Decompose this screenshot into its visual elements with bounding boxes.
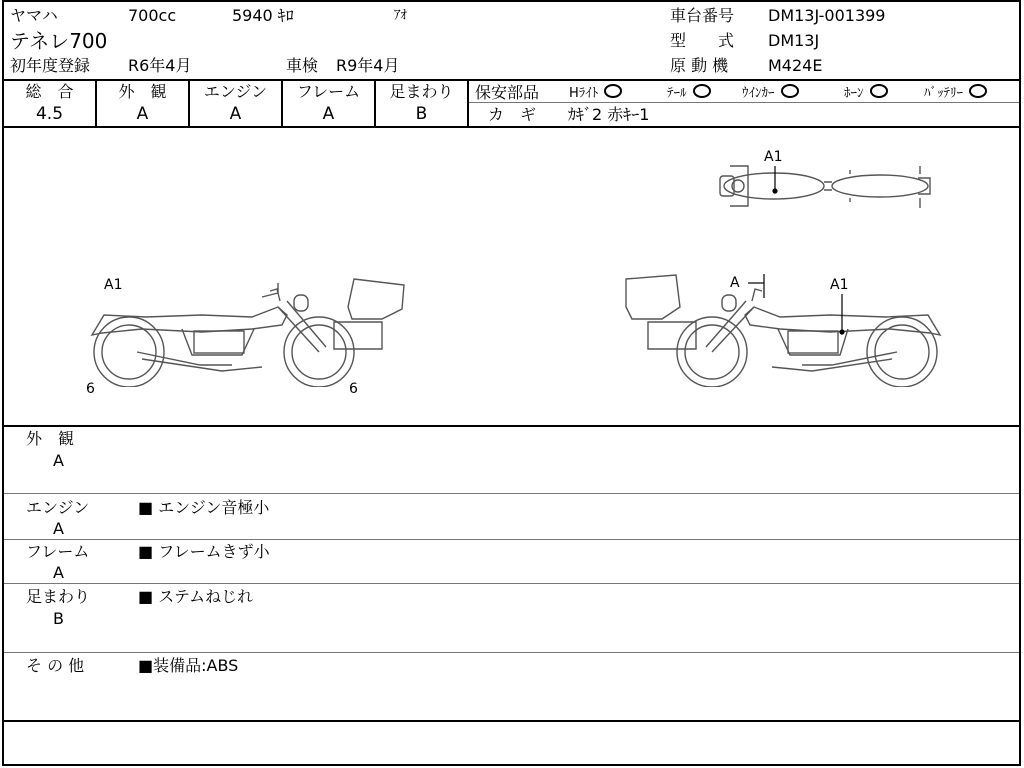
engine-model-label: 原 動 機 [670,56,729,75]
right-mark-pointer [744,272,864,342]
ok-circle-icon [870,84,888,98]
right-mark-a1: A1 [830,277,849,293]
inspection-label: 車検 [286,56,319,75]
type-value: DM13J [768,31,820,50]
note-frame-label: フレーム [26,542,90,561]
ok-circle-icon [693,84,711,98]
ok-circle-icon [969,84,987,98]
first-registration-value: R6年4月 [128,56,192,75]
displacement: 700cc [128,6,177,25]
frame-number-value: DM13J-001399 [768,6,886,25]
suspension-label: 足まわり [389,82,454,101]
suspension-grade: B [415,104,428,124]
note-other-label: そ の 他 [26,656,85,675]
overall-score: 4.5 [35,104,64,124]
safety-parts-label: 保安部品 [475,83,540,102]
first-registration-label: 初年度登録 [10,56,91,75]
note-exterior-grade: A [53,451,64,470]
mileage: 5940 ｷﾛ [232,6,294,25]
exterior-grade: A [136,104,149,124]
left-mark-a1: A1 [104,277,123,293]
key-value: ｶｷﾞ2 赤ｷｰ1 [568,105,650,124]
frame-number-label: 車台番号 [670,6,735,25]
motorcycle-left-view-diagram [82,267,412,387]
note-suspension-grade: B [53,609,64,628]
safety-item-taillight: ﾃｰﾙ [667,84,711,103]
ok-circle-icon [604,84,622,98]
safety-item-winker: ｳｲﾝｶｰ [742,84,799,103]
type-label: 型 式 [670,31,735,50]
note-suspension-label: 足まわり [26,587,91,606]
motorcycle-top-view-diagram [710,160,942,220]
frame-label: フレーム [296,82,361,101]
note-exterior-label: 外 観 [26,429,75,448]
note-engine-label: エンジン [26,498,90,517]
exterior-label: 外 観 [118,82,167,101]
left-mark-rear-tire: 6 [349,381,358,397]
safety-item-battery: ﾊﾞｯﾃﾘｰ [924,84,987,103]
note-engine-grade: A [53,519,64,538]
top-mark-pointer [769,162,781,198]
note-frame-grade: A [53,563,64,582]
key-label: カ ギ [488,105,537,124]
safety-item-horn: ﾎｰﾝ [844,84,888,103]
model-name: テネレ700 [10,29,108,53]
right-mark-a: A [730,275,740,291]
safety-item-headlight: Hﾗｲﾄ [569,84,622,103]
note-engine-item: ■ エンジン音極小 [138,498,270,517]
engine-model-value: M424E [768,56,823,75]
overall-label: 総 合 [25,82,74,101]
left-mark-front-tire: 6 [86,381,95,397]
top-mark-a1: A1 [764,149,783,165]
frame-grade: A [322,104,335,124]
note-frame-item: ■ フレームきず小 [138,542,270,561]
inspection-sheet [2,0,1021,766]
maker: ヤマハ [10,6,58,25]
engine-grade: A [229,104,242,124]
engine-label: エンジン [203,82,268,101]
note-suspension-item: ■ ステムねじれ [138,587,254,606]
ok-circle-icon [781,84,799,98]
note-other-item: ■装備品:ABS [138,656,239,675]
inspection-value: R9年4月 [336,56,400,75]
body-color: ｱｵ [394,8,407,23]
